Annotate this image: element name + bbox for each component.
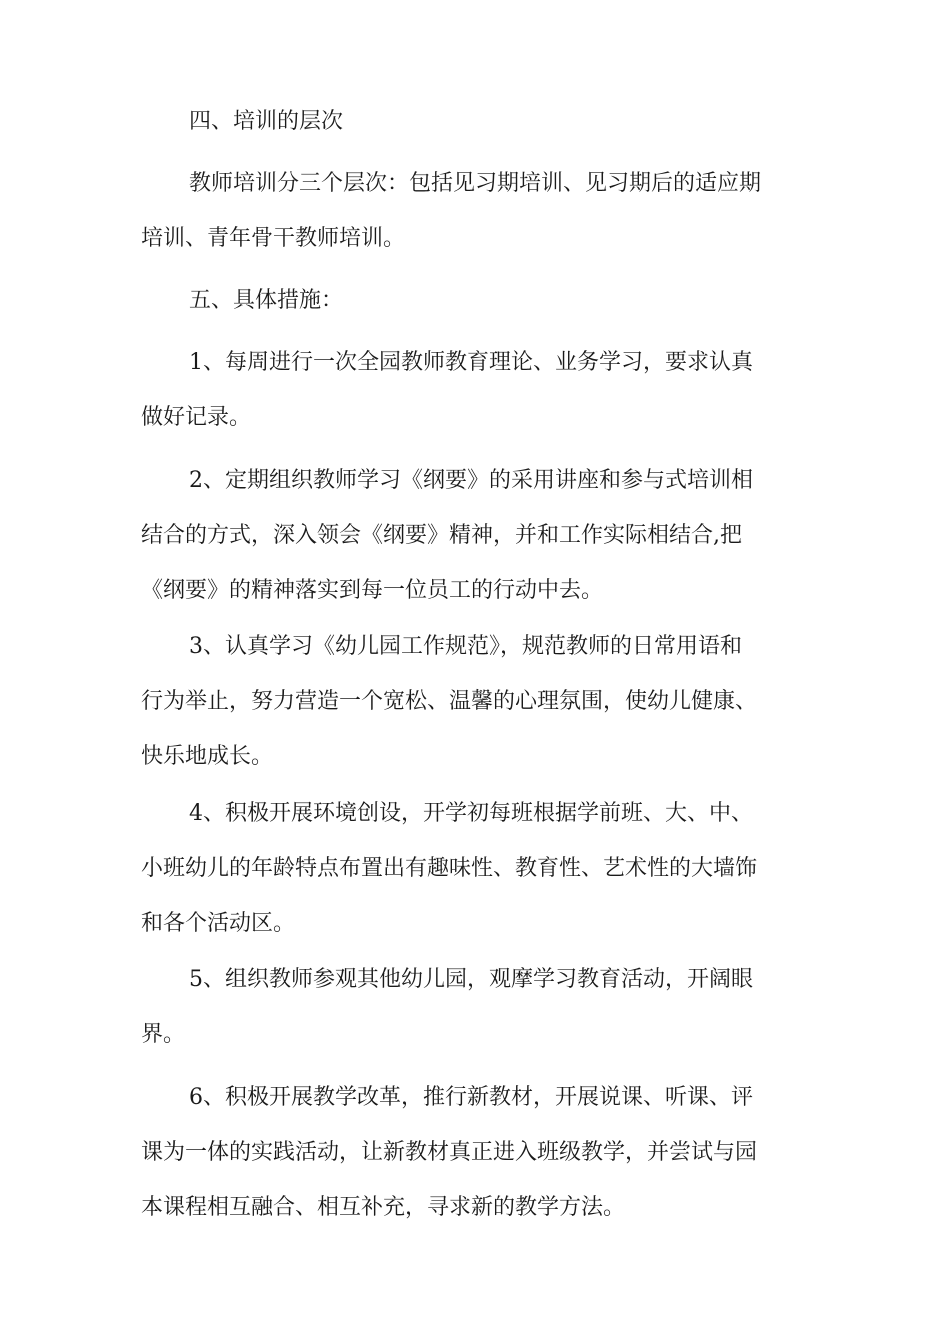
heading-text: 四、培训的层次 <box>189 109 344 134</box>
list-item <box>141 786 811 951</box>
paragraph-line: 3、认真学习《幼儿园工作规范》，规范教师的日常用语和 <box>189 634 742 659</box>
paragraph-line: 6、积极开展教学改革，推行新教材，开展说课、听课、评 <box>189 1085 753 1110</box>
paragraph-line: 培训、青年骨干教师培训。 <box>141 226 406 251</box>
paragraph-line: 2、定期组织教师学习《纲要》的采用讲座和参与式培训相 <box>189 468 753 493</box>
section-heading-measures <box>141 273 811 328</box>
paragraph-line: 5、组织教师参观其他幼儿园，观摩学习教育活动，开阔眼 <box>189 967 753 992</box>
paragraph-line: 课为一体的实践活动，让新教材真正进入班级教学，并尝试与园 <box>141 1140 758 1165</box>
heading-text: 五、具体措施： <box>189 288 344 313</box>
paragraph-line: 1、每周进行一次全园教师教育理论、业务学习，要求认真 <box>189 350 753 375</box>
paragraph-line: 做好记录。 <box>141 405 252 430</box>
paragraph-line: 本课程相互融合、相互补充，寻求新的教学方法。 <box>141 1195 626 1220</box>
paragraph-line: 4、积极开展环境创设，开学初每班根据学前班、大、中、 <box>189 801 753 826</box>
list-item <box>141 619 811 784</box>
list-item <box>141 1070 811 1235</box>
paragraph-line: 和各个活动区。 <box>141 911 296 936</box>
list-item <box>141 335 811 445</box>
paragraph-training-levels <box>141 156 811 266</box>
paragraph-line: 教师培训分三个层次：包括见习期培训、见习期后的适应期 <box>189 171 762 196</box>
paragraph-line: 快乐地成长。 <box>141 744 274 769</box>
paragraph-line: 结合的方式，深入领会《纲要》精神，并和工作实际相结合,把 <box>141 523 742 548</box>
paragraph-line: 界。 <box>141 1022 186 1047</box>
list-item <box>141 952 811 1062</box>
section-heading-levels <box>141 94 811 149</box>
list-item <box>141 453 811 618</box>
paragraph-line: 《纲要》的精神落实到每一位员工的行动中去。 <box>141 578 604 603</box>
paragraph-line: 小班幼儿的年龄特点布置出有趣味性、教育性、艺术性的大墙饰 <box>141 856 758 881</box>
paragraph-line: 行为举止，努力营造一个宽松、温馨的心理氛围，使幼儿健康、 <box>141 689 758 714</box>
